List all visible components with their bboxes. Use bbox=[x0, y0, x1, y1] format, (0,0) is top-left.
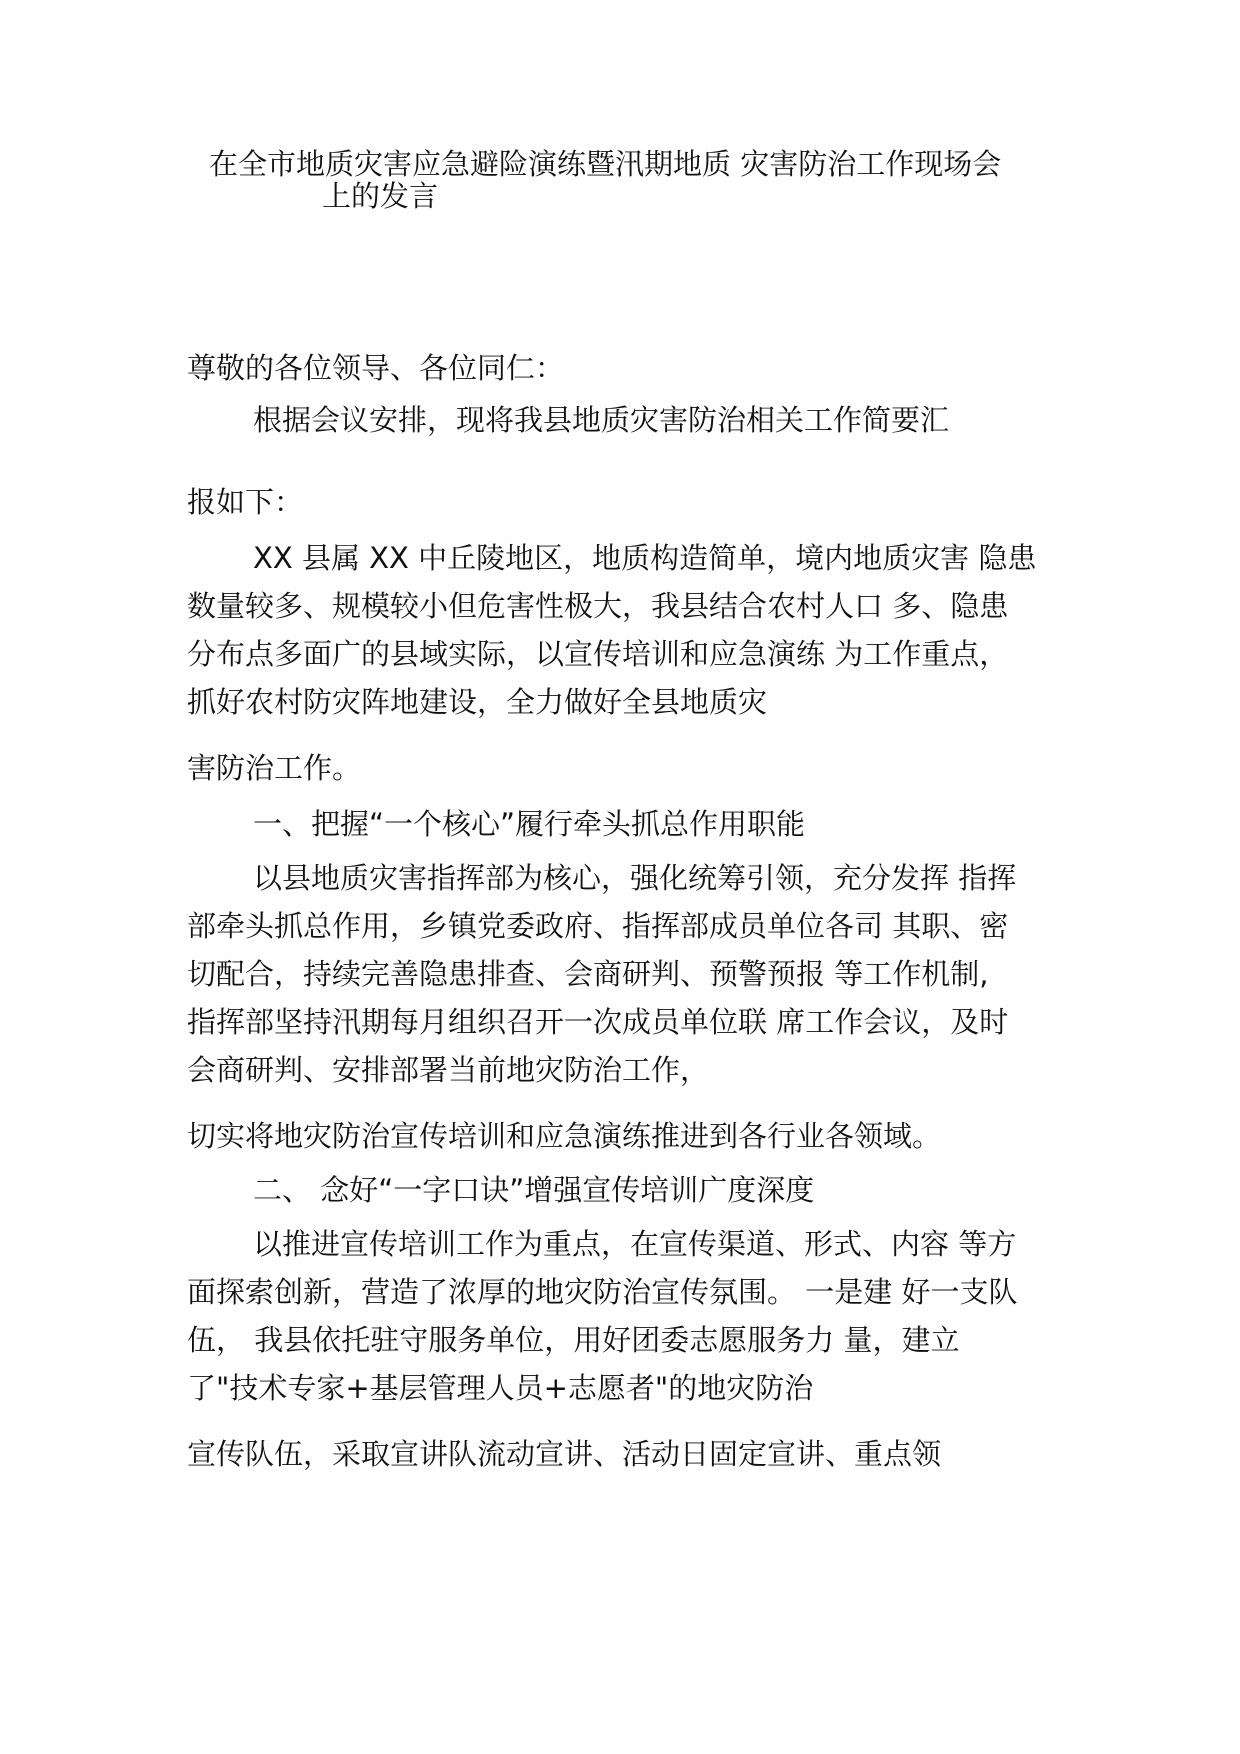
paragraph-line: 宣传队伍，采取宣讲队流动宣讲、活动日固定宣讲、重点领 bbox=[187, 1437, 942, 1471]
paragraph-line: 了"技术专家+基层管理人员+志愿者"的地灾防治 bbox=[187, 1371, 814, 1405]
document-title-continued: 上的发言 bbox=[322, 179, 439, 213]
paragraph-line: 根据会议安排，现将我县地质灾害防治相关工作简要汇 bbox=[253, 403, 950, 437]
section-heading: 一、把握“一个核心”履行牵头抓总作用职能 bbox=[253, 807, 806, 841]
paragraph-line: 分布点多面广的县域实际，以宣传培训和应急演练 为工作重点， bbox=[187, 637, 1009, 671]
document-title: 在全市地质灾害应急避险演练暨汛期地质 灾害防治工作现场会 bbox=[209, 147, 1002, 181]
paragraph-line: 会商研判、安排部署当前地灾防治工作， bbox=[187, 1053, 710, 1087]
paragraph-line: 报如下： bbox=[187, 485, 304, 519]
paragraph-line: 切配合，持续完善隐患排查、会商研判、预警预报 等工作机制, bbox=[187, 957, 989, 991]
paragraph-line: 害防治工作。 bbox=[187, 751, 362, 785]
paragraph-line: 面探索创新，营造了浓厚的地灾防治宣传氛围。 一是建 好一支队 bbox=[187, 1275, 1018, 1309]
paragraph-line: 部牵头抓总作用，乡镇党委政府、指挥部成员单位各司 其职、密 bbox=[187, 909, 1009, 943]
paragraph-line: 抓好农村防灾阵地建设，全力做好全县地质灾 bbox=[187, 685, 768, 719]
paragraph-line: 以县地质灾害指挥部为核心，强化统筹引领，充分发挥 指挥 bbox=[253, 861, 1017, 895]
paragraph-line: XX 县属 XX 中丘陵地区，地质构造简单，境内地质灾害 隐患 bbox=[253, 541, 1037, 575]
paragraph-line: 数量较多、规模较小但危害性极大，我县结合农村人口 多、隐患 bbox=[187, 589, 1009, 623]
salutation: 尊敬的各位领导、各位同仁： bbox=[187, 351, 565, 385]
paragraph-line: 伍， 我县依托驻守服务单位，用好团委志愿服务力 量，建立 bbox=[187, 1323, 960, 1357]
section-heading: 二、 念好“一字口诀”增强宣传培训广度深度 bbox=[253, 1173, 815, 1207]
paragraph-line: 以推进宣传培训工作为重点，在宣传渠道、形式、内容 等方 bbox=[253, 1227, 1017, 1261]
paragraph-line: 指挥部坚持汛期每月组织召开一次成员单位联 席工作会议，及时 bbox=[187, 1005, 1009, 1039]
paragraph-line: 切实将地灾防治宣传培训和应急演练推进到各行业各领域。 bbox=[187, 1119, 942, 1153]
